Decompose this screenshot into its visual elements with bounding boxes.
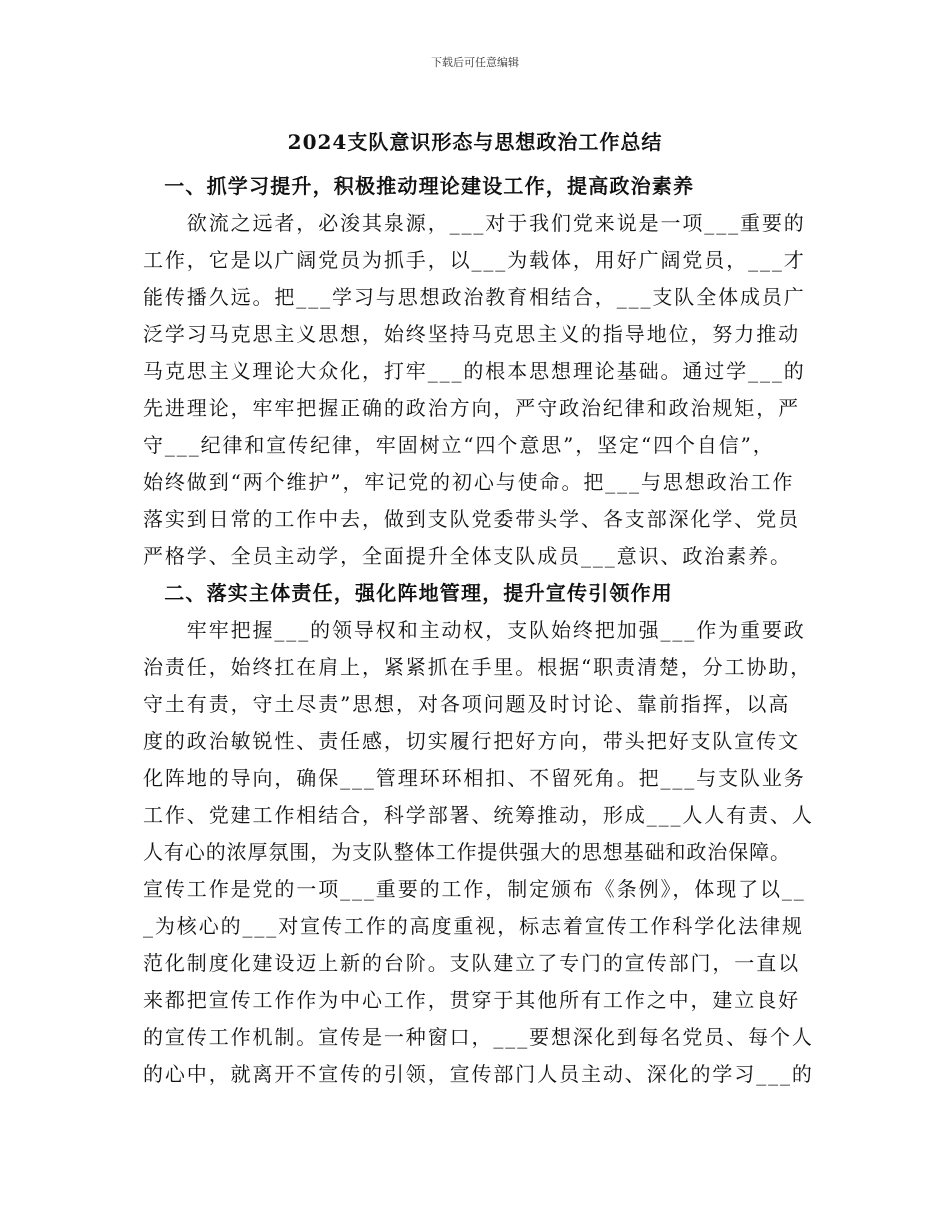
paragraph-line: 人有心的浓厚氛围，为支队整体工作提供强大的思想基础和政治保障。 xyxy=(143,840,791,864)
paragraph-line: 工作，它是以广阔党员为抓手，以___为载体，用好广阔党员，___才 xyxy=(143,248,806,272)
document-title: 2024支队意识形态与思想政治工作总结 xyxy=(287,130,663,154)
paragraph-line: 守___纪律和宣传纪律，牢固树立“四个意思”，坚定“四个自信”， xyxy=(143,433,775,457)
paragraph-line: 度的政治敏锐性、责任感，切实履行把好方向，带头把好支队宣传文 xyxy=(143,729,800,753)
paragraph-line: 治责任，始终扛在肩上，紧紧抓在手里。根据“职责清楚，分工协助， xyxy=(143,655,813,679)
paragraph-line: 宣传工作是党的一项___重要的工作，制定颁布《条例》，体现了以__ xyxy=(143,877,806,901)
document-body xyxy=(143,168,815,1093)
section-heading: 一、抓学习提升，积极推动理论建设工作，提高政治素养 xyxy=(143,174,695,198)
paragraph-line: 欲流之远者，必浚其泉源，___对于我们党来说是一项___重要的 xyxy=(143,211,806,235)
paragraph-line: 牢牢把握___的领导权和主动权，支队始终把加强___作为重要政 xyxy=(143,618,806,642)
paragraph-line: 先进理论，牢牢把握正确的政治方向，严守政治纪律和政治规矩，严 xyxy=(143,396,800,420)
paragraph-line: 马克思主义理论大众化，打牢___的根本思想理论基础。通过学___的 xyxy=(143,359,806,383)
paragraph-line: 严格学、全员主动学，全面提升全体支队成员___意识、政治素养。 xyxy=(143,544,792,568)
paragraph-line: 能传播久远。把___学习与思想政治教育相结合，___支队全体成员广 xyxy=(143,285,806,309)
paragraph-line: 范化制度化建设迈上新的台阶。支队建立了专门的宣传部门，一直以 xyxy=(143,951,800,975)
paragraph-line: 泛学习马克思主义思想，始终坚持马克思主义的指导地位，努力推动 xyxy=(143,322,800,346)
paragraph-line: 始终做到“两个维护”，牢记党的初心与使命。把___与思想政治工作 xyxy=(143,470,795,494)
paragraph-line: 落实到日常的工作中去，做到支队党委带头学、各支部深化学、党员 xyxy=(143,507,800,531)
paragraph-line: 工作、党建工作相结合，科学部署、统筹推动，形成___人人有责、人 xyxy=(143,803,814,827)
header-note: 下载后可任意编辑 xyxy=(431,56,519,69)
paragraph-line: 的心中，就离开不宣传的引领，宣传部门人员主动、深化的学习___的 xyxy=(143,1062,814,1086)
paragraph-line: 守土有责，守土尽责”思想，对各项问题及时讨论、靠前指挥，以高 xyxy=(143,692,791,716)
section-heading: 二、落实主体责任，强化阵地管理，提升宣传引领作用 xyxy=(143,581,673,605)
paragraph-line: 的宣传工作机制。宣传是一种窗口，___要想深化到每名党员、每个人 xyxy=(143,1025,814,1049)
paragraph-line: 化阵地的导向，确保___管理环环相扣、不留死角。把___与支队业务 xyxy=(143,766,806,790)
paragraph-line: 来都把宣传工作作为中心工作，贯穿于其他所有工作之中，建立良好 xyxy=(143,988,800,1012)
paragraph-line: _为核心的___对宣传工作的高度重视，标志着宣传工作科学化法律规 xyxy=(143,914,804,938)
